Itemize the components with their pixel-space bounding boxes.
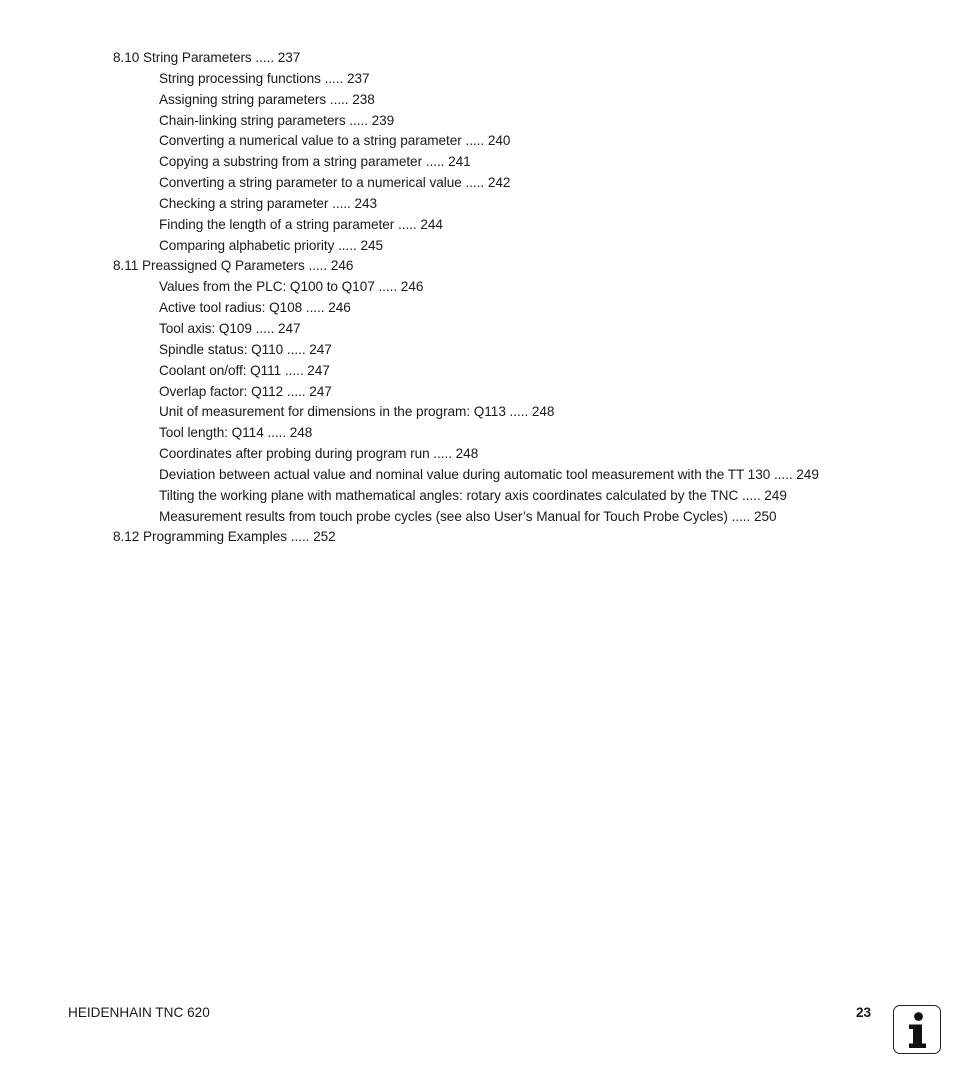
toc-item[interactable]: Finding the length of a string parameter ..... 244 [159,216,443,232]
toc-item[interactable]: Coordinates after probing during program run ..... 248 [159,446,479,462]
toc-item[interactable]: Deviation between actual value and nominal value during automatic tool measurement with the TT 130 ..... 249 [159,466,819,482]
toc-item[interactable]: Checking a string parameter ..... 243 [159,195,378,211]
toc-item[interactable]: Assigning string parameters ..... 238 [159,91,375,107]
toc-item[interactable]: Overlap factor: Q112 ..... 247 [159,383,332,399]
toc-item[interactable]: Unit of measurement for dimensions in the program: Q113 ..... 248 [159,404,555,420]
toc-item[interactable]: Converting a numerical value to a string parameter ..... 240 [159,133,511,149]
toc-item[interactable]: Coolant on/off: Q111 ..... 247 [159,362,330,378]
toc-item[interactable]: String processing functions ..... 237 [159,70,370,86]
page-number: 23 [856,1005,872,1020]
toc-section-8-11[interactable]: 8.11 Preassigned Q Parameters ..... 246 [113,258,354,274]
toc-section-8-12[interactable]: 8.12 Programming Examples ..... 252 [113,529,336,545]
toc-item[interactable]: Measurement results from touch probe cycles (see also User’s Manual for Touch Probe Cycles) ..... 250 [159,508,777,524]
toc-item[interactable]: Copying a substring from a string parameter ..... 241 [159,154,471,170]
toc-item[interactable]: Tool axis: Q109 ..... 247 [159,320,301,336]
info-icon [893,1005,941,1054]
toc-item[interactable]: Tilting the working plane with mathematical angles: rotary axis coordinates calculated by the TNC ..... 249 [159,487,787,503]
toc-item[interactable]: Comparing alphabetic priority ..... 245 [159,237,383,253]
toc-item[interactable]: Converting a string parameter to a numerical value ..... 242 [159,175,511,191]
toc-item[interactable]: Chain-linking string parameters ..... 239 [159,112,395,128]
toc-item[interactable]: Active tool radius: Q108 ..... 246 [159,300,351,316]
toc-section-8-10[interactable]: 8.10 String Parameters ..... 237 [113,50,301,65]
toc-item[interactable]: Spindle status: Q110 ..... 247 [159,341,332,357]
footer-title: HEIDENHAIN TNC 620 [68,1005,210,1020]
toc-item[interactable]: Values from the PLC: Q100 to Q107 ..... 246 [159,279,424,295]
toc-item[interactable]: Tool length: Q114 ..... 248 [159,425,313,441]
table-of-contents [113,48,913,548]
